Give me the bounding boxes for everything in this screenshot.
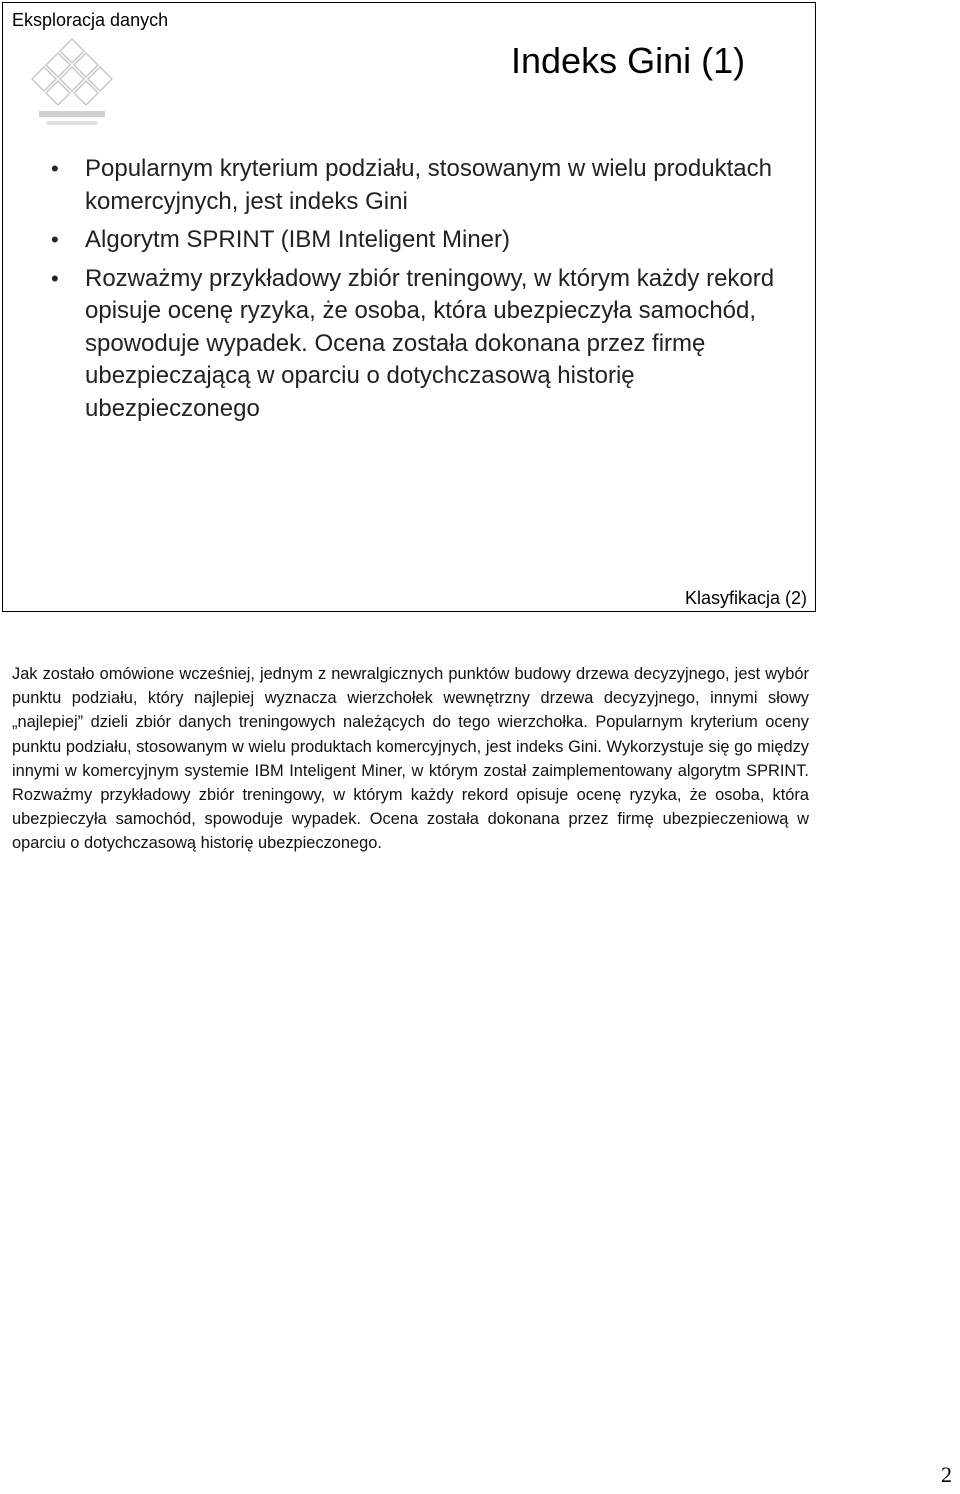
bullet-item: • Algorytm SPRINT (IBM Inteligent Miner) (51, 224, 791, 257)
slide-footer: Klasyfikacja (2) (684, 588, 807, 608)
bullet-list (51, 153, 791, 431)
slide-title: Indeks Gini (1) (511, 40, 746, 81)
university-logo-icon (31, 33, 113, 133)
slide-frame (2, 2, 816, 612)
notes-paragraph: Jak zostało omówione wcześniej, jednym z newralgicznych punktów budowy drzewa decyzyjnego, jest wybór punktu podziału, który najlepiej wyznacza wierzchołek wewnętrzny drzewa decyzyjnego, innymi słowy „najlepiej” dzieli zbiór danych treningowych należących do tego wierzchołka. Popularnym kryterium oceny punktu podziału, stosowanym w wielu produktach komercyjnych, jest indeks Gini. Wykorzystuje się go między innymi w komercyjnym systemie IBM Inteligent Miner, w którym został zaimplementowany algorytm SPRINT. Rozważmy przykładowy zbiór treningowy, w którym każdy rekord opisuje ocenę ryzyka, że osoba, która ubezpieczyła samochód, spowoduje wypadek. Ocena została dokonana przez firmę ubezpieczeniową w oparciu o dotychczasową historię ubezpieczonego. (12, 665, 809, 853)
page-number: 2 (941, 1462, 952, 1487)
bullet-item: • Popularnym kryterium podziału, stosowanym w wielu produktach komercyjnych, jest indeks Gini (51, 153, 791, 218)
course-header: Eksploracja danych (12, 10, 169, 30)
bullet-item: • Rozważmy przykładowy zbiór treningowy, w którym każdy rekord opisuje ocenę ryzyka, że osoba, która ubezpieczyła samochód, spowoduje wypadek. Ocena została dokonana przez firmę ubezpieczającą w oparciu o dotychczasową historię ubezpieczonego (51, 263, 791, 426)
